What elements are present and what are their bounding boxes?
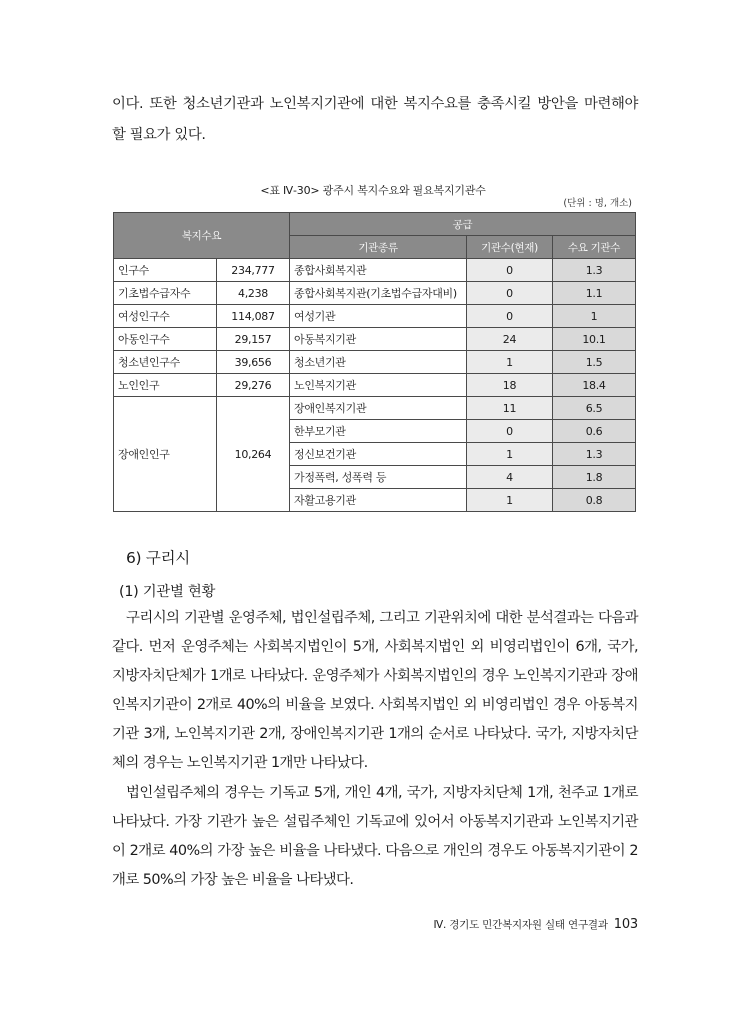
table-row (114, 282, 636, 305)
table-row (114, 351, 636, 374)
row-institution: 청소년기관 (290, 351, 467, 374)
row-category: 기초법수급자수 (114, 282, 217, 305)
row-institution: 종합사회복지관(기초법수급자대비) (290, 282, 467, 305)
row-needed: 1.3 (553, 443, 636, 466)
page-number: 103 (613, 917, 638, 932)
row-value: 29,276 (217, 374, 290, 397)
row-current: 0 (467, 305, 553, 328)
row-value: 39,656 (217, 351, 290, 374)
row-current: 0 (467, 282, 553, 305)
table-row (114, 397, 636, 420)
row-needed: 0.6 (553, 420, 636, 443)
header-current-count: 기관수(현재) (467, 236, 553, 259)
row-current: 4 (467, 466, 553, 489)
row-current: 24 (467, 328, 553, 351)
supply-demand-table (113, 212, 636, 512)
table-row (114, 374, 636, 397)
row-needed: 1 (553, 305, 636, 328)
row-needed: 10.1 (553, 328, 636, 351)
row-value: 4,238 (217, 282, 290, 305)
row-current: 1 (467, 351, 553, 374)
row-needed: 18.4 (553, 374, 636, 397)
intro-paragraph (112, 89, 638, 151)
row-institution: 종합사회복지관 (290, 259, 467, 282)
row-current: 18 (467, 374, 553, 397)
header-institution-type: 기관종류 (290, 236, 467, 259)
row-needed: 1.8 (553, 466, 636, 489)
row-needed: 0.8 (553, 489, 636, 512)
footer-text: Ⅳ. 경기도 민간복지자원 실태 연구결과 (433, 919, 608, 931)
row-institution: 여성기관 (290, 305, 467, 328)
row-category: 청소년인구수 (114, 351, 217, 374)
row-needed: 1.1 (553, 282, 636, 305)
row-value: 29,157 (217, 328, 290, 351)
header-needed-count: 수요 기관수 (553, 236, 636, 259)
row-institution: 가정폭력, 성폭력 등 (290, 466, 467, 489)
header-demand: 복지수요 (114, 213, 290, 259)
row-institution: 아동복지기관 (290, 328, 467, 351)
row-category: 노인인구 (114, 374, 217, 397)
row-institution: 자활고용기관 (290, 489, 467, 512)
row-current: 0 (467, 420, 553, 443)
row-institution: 한부모기관 (290, 420, 467, 443)
subsection-title: (1) 기관별 현황 (119, 584, 216, 600)
row-institution: 장애인복지기관 (290, 397, 467, 420)
row-current: 11 (467, 397, 553, 420)
row-institution: 노인복지기관 (290, 374, 467, 397)
row-value: 114,087 (217, 305, 290, 328)
row-needed: 1.3 (553, 259, 636, 282)
page-footer (433, 917, 638, 932)
body-paragraph: 법인설립주체의 경우는 기독교 5개, 개인 4개, 국가, 지방자치단체 1개, 천주교 1개로 나타났다. 가장 기관가 높은 설립주체인 기독교에 있어서 아동복지기관과 노인복지기관이 2개로 40%의 가장 높은 비율을 나타냈다. 다음으로 개인의 경우도 아동복지기관이 2개로 50%의 가장 높은 비율을 나타냈다. (112, 784, 638, 888)
table-row (114, 305, 636, 328)
row-current: 0 (467, 259, 553, 282)
table-row (114, 328, 636, 351)
disabled-category: 장애인인구 (114, 397, 217, 512)
row-needed: 1.5 (553, 351, 636, 374)
row-category: 인구수 (114, 259, 217, 282)
header-supply: 공급 (290, 213, 636, 236)
row-institution: 정신보건기관 (290, 443, 467, 466)
table-unit: (단위 : 명, 개소) (563, 198, 632, 209)
table-caption: <표 Ⅳ-30> 광주시 복지수요와 필요복지기관수 (260, 184, 486, 197)
section-title: 6) 구리시 (126, 549, 190, 567)
row-needed: 6.5 (553, 397, 636, 420)
row-value: 234,777 (217, 259, 290, 282)
disabled-value: 10,264 (217, 397, 290, 512)
body-paragraph: 구리시의 기관별 운영주체, 법인설립주체, 그리고 기관위치에 대한 분석결과는 다음과 같다. 먼저 운영주체는 사회복지법인이 5개, 사회복지법인 외 비영리법인이 6개, 국가, 지방자치단체가 1개로 나타났다. 운영주체가 사회복지법인의 경우 노인복지기관과 장애인복지기관이 2개로 40%의 비율을 보였다. 사회복지법인 외 비영리법인 경우 아동복지기관 3개, 노인복지기관 2개, 장애인복지기관 1개의 순서로 나타났다. 국가, 지방자치단체의 경우는 노인복지기관 1개만 나타났다. (112, 610, 638, 772)
row-category: 아동인구수 (114, 328, 217, 351)
row-category: 여성인구수 (114, 305, 217, 328)
row-current: 1 (467, 443, 553, 466)
intro-text: 이다. 또한 청소년기관과 노인복지기관에 대한 복지수요를 충족시킬 방안을 마련해야 할 필요가 있다. (112, 96, 638, 143)
row-current: 1 (467, 489, 553, 512)
body-text (112, 604, 638, 895)
table-row (114, 259, 636, 282)
